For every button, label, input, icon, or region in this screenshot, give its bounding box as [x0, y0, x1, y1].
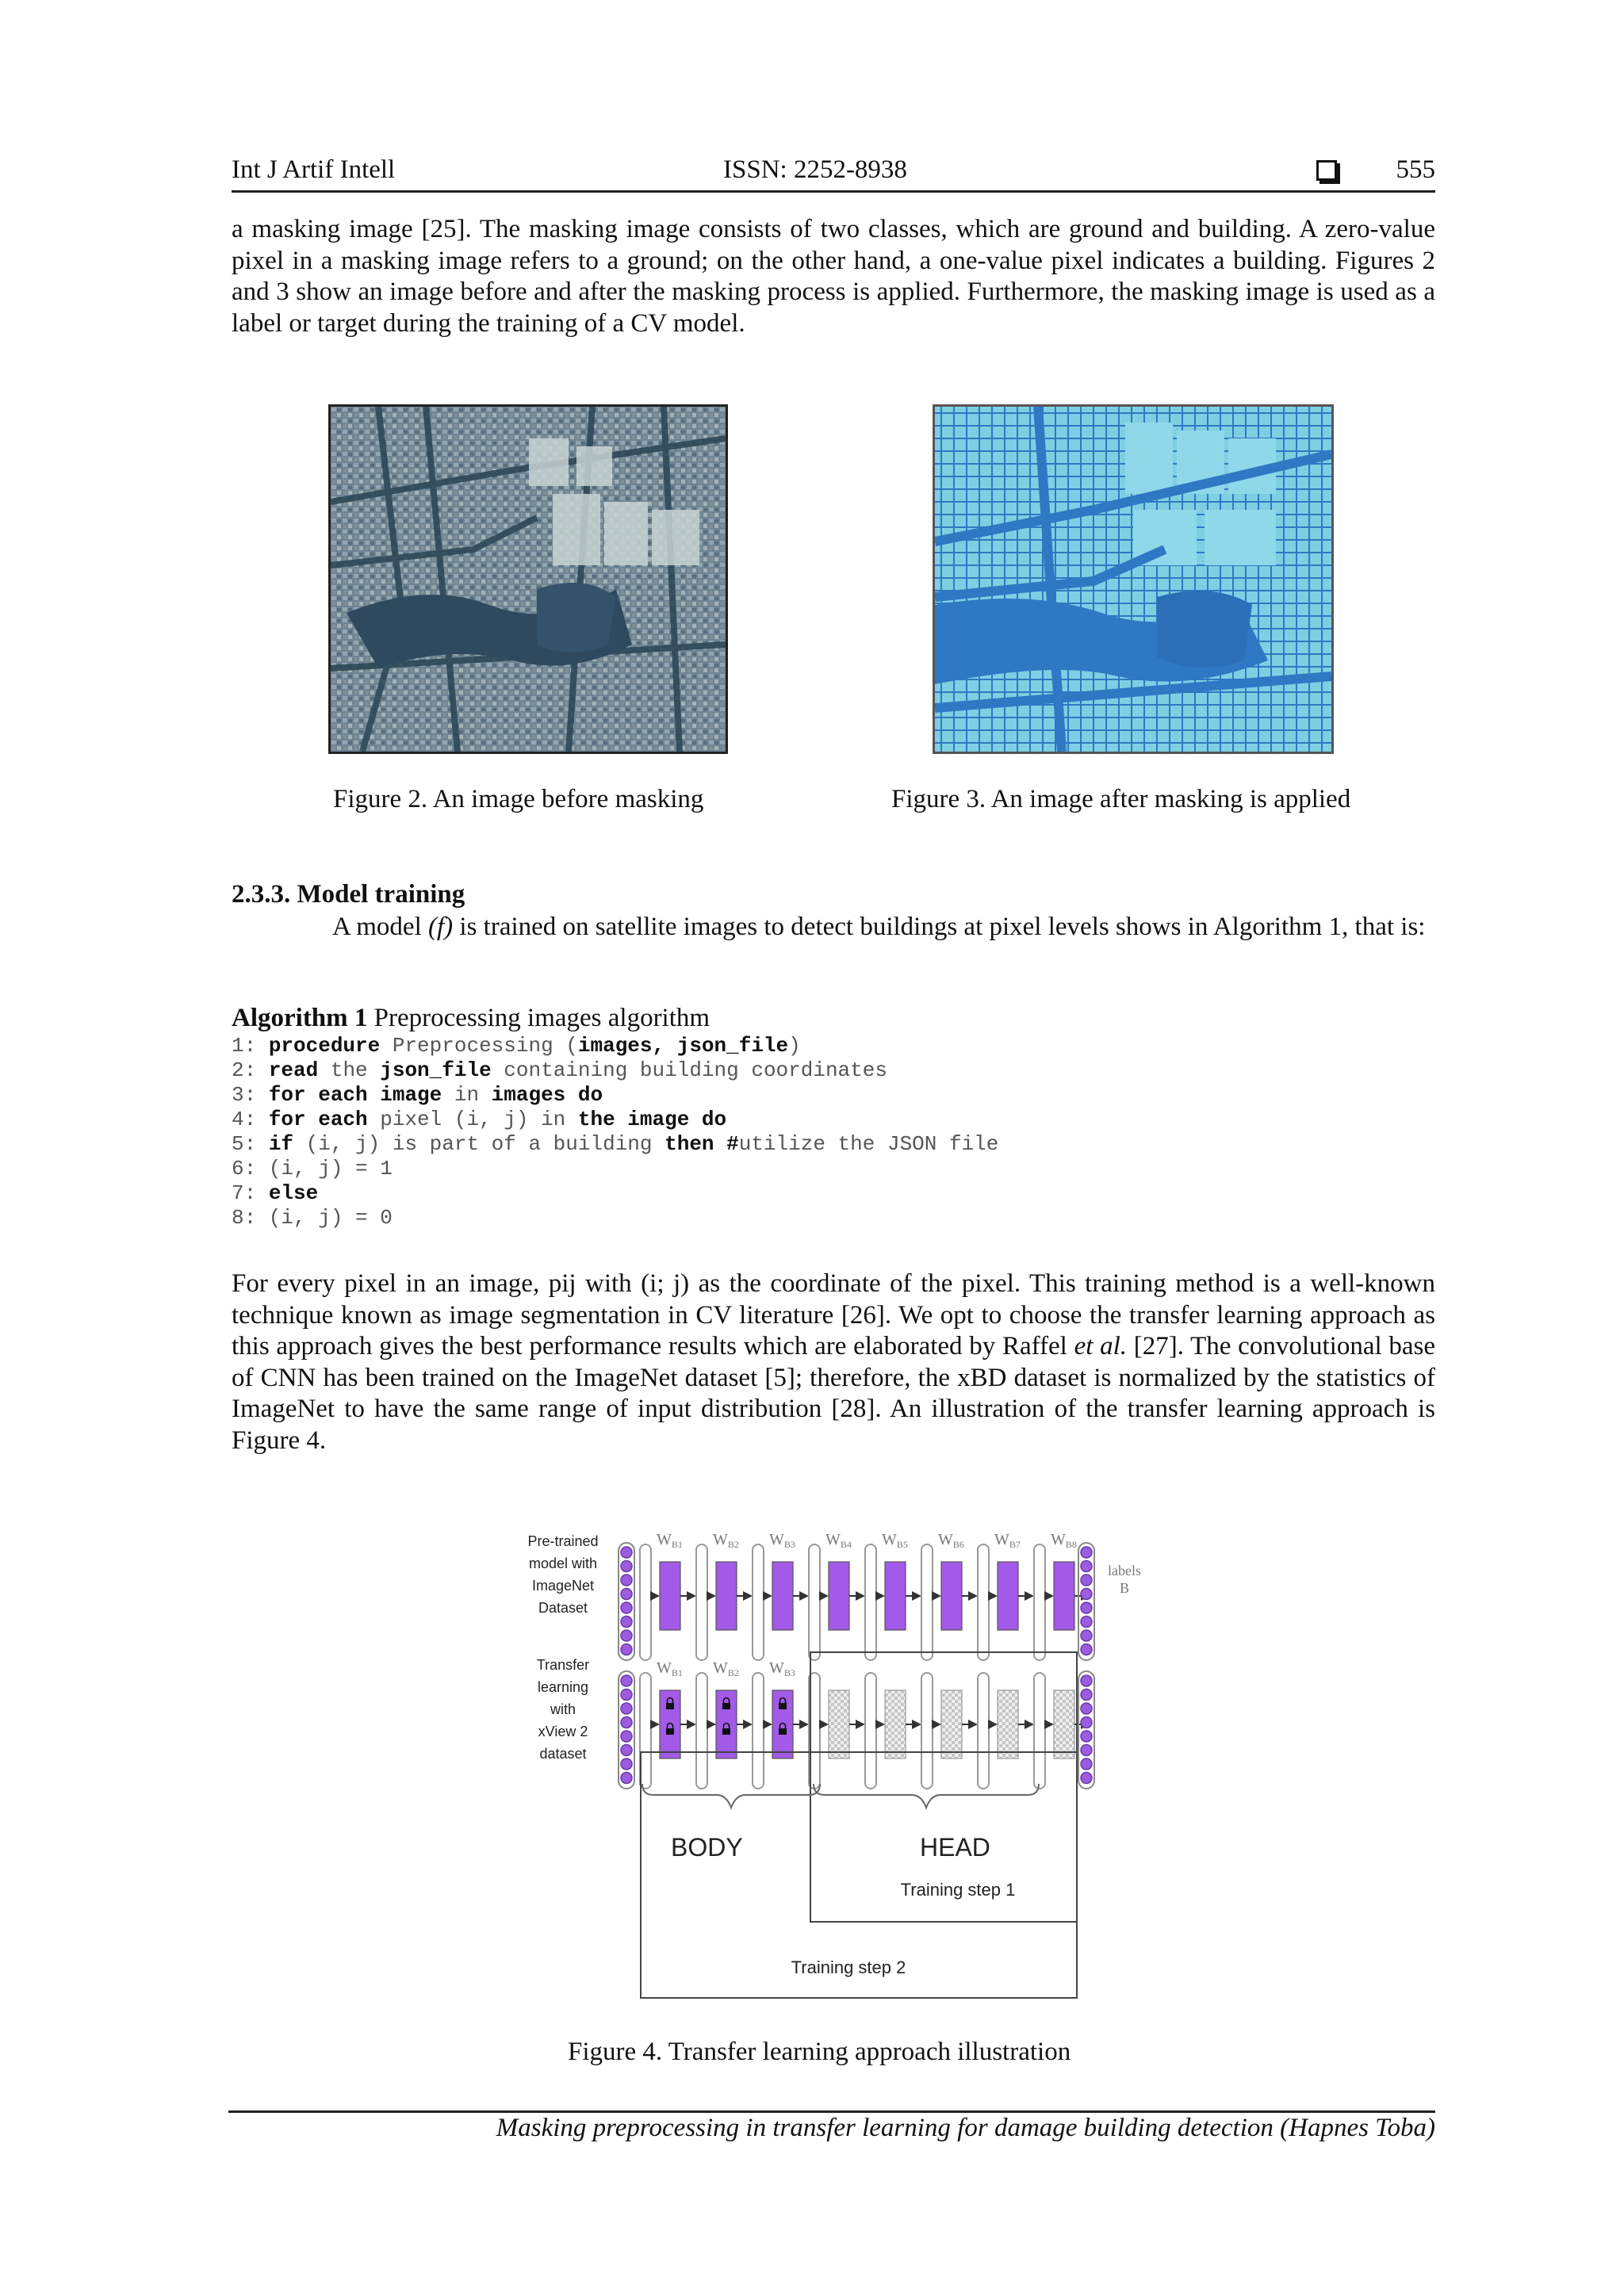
algorithm-text: (i, j) is part of a building	[293, 1132, 665, 1156]
lock-icon	[666, 1728, 674, 1735]
algorithm-keyword: for each	[268, 1108, 368, 1131]
algorithm-keyword: images do	[491, 1083, 603, 1107]
page-number: 555	[1396, 155, 1435, 184]
bottom-pill	[1034, 1673, 1045, 1789]
weight-subscript: B8	[1065, 1539, 1077, 1550]
bottom-pill	[753, 1673, 764, 1789]
figure-3-caption: Figure 3. An image after masking is applied	[891, 785, 1351, 813]
bottom-output-node	[1081, 1731, 1092, 1742]
figure-3-mask-image	[933, 404, 1334, 754]
labels-b: B	[1119, 1580, 1129, 1596]
top-input-node	[621, 1575, 632, 1586]
lock-icon	[722, 1703, 730, 1709]
body-label: BODY	[671, 1833, 743, 1862]
algorithm-text: in	[442, 1083, 492, 1107]
algorithm-text: 1:	[232, 1034, 269, 1058]
algorithm-line	[232, 1181, 998, 1206]
labels-text: labels	[1108, 1563, 1141, 1578]
bottom-pill	[640, 1673, 651, 1789]
bottom-input-node	[621, 1773, 632, 1784]
weight-subscript: B3	[783, 1539, 795, 1550]
bottom-input-node	[621, 1717, 632, 1728]
top-output-node	[1081, 1602, 1092, 1613]
top-weight-block	[998, 1562, 1018, 1630]
weight-symbol: W	[657, 1659, 672, 1677]
algorithm-line	[232, 1108, 998, 1132]
algorithm-keyword: then #	[665, 1132, 739, 1156]
training-step-2-label: Training step 2	[791, 1957, 906, 1977]
top-weight-block	[829, 1562, 849, 1630]
top-input-node	[621, 1589, 632, 1600]
weight-label	[938, 1531, 964, 1550]
body-brace	[642, 1784, 820, 1808]
algorithm-text: 3:	[232, 1083, 269, 1107]
running-header	[232, 155, 1435, 193]
top-pill	[753, 1544, 764, 1660]
weight-symbol: W	[938, 1531, 953, 1548]
top-weight-block	[660, 1562, 680, 1630]
lock-icon	[722, 1728, 730, 1735]
weight-symbol: W	[882, 1531, 897, 1548]
section-title: 2.3.3. Model training	[232, 880, 465, 909]
top-weight-block	[885, 1562, 906, 1630]
weight-subscript: B3	[783, 1667, 795, 1678]
body-paragraph-after: [27]. The convolutional base of CNN has been trained on the ImageNet dataset [5]; therefore, the xBD dataset is normalized by the statistics of ImageNet to have the same range of input distribution [28]. An illustration of the transfer learning approach is Figure 4.	[232, 1332, 1436, 1455]
top-output-node	[1081, 1561, 1092, 1572]
algorithm-keyword: procedure	[268, 1034, 381, 1058]
algorithm-text: pixel (i, j) in	[367, 1108, 578, 1131]
algorithm-name: Preprocessing images algorithm	[367, 1004, 710, 1032]
head-label: HEAD	[920, 1833, 990, 1862]
bottom-pill	[696, 1673, 707, 1789]
algorithm-line	[232, 1206, 998, 1230]
weight-label	[713, 1659, 739, 1678]
weight-subscript: B7	[1009, 1539, 1021, 1550]
issn: ISSN: 2252-8938	[723, 155, 907, 184]
top-output-node	[1081, 1644, 1092, 1655]
training-step-1-label: Training step 1	[900, 1880, 1016, 1900]
weight-label	[825, 1531, 852, 1550]
bottom-input-node	[621, 1731, 632, 1742]
top-output-node	[1081, 1575, 1092, 1586]
diagram-label-line: with	[550, 1701, 576, 1717]
bottom-output-node	[1081, 1758, 1092, 1770]
top-pill	[696, 1544, 707, 1660]
lock-icon	[666, 1703, 674, 1709]
weight-subscript: B4	[840, 1539, 852, 1550]
algorithm-text: 8: (i, j) = 0	[232, 1206, 393, 1230]
body-paragraph-italic: et al.	[1074, 1332, 1128, 1361]
top-input-node	[621, 1617, 632, 1628]
top-output-node	[1081, 1630, 1092, 1641]
algorithm-keyword: json_file	[380, 1058, 492, 1082]
section-intro-after: is trained on satellite images to detect buildings at pixel levels shows in Algorithm 1, that is:	[453, 913, 1426, 941]
top-weight-block	[941, 1562, 962, 1630]
weight-label	[657, 1659, 683, 1678]
bottom-output-node	[1081, 1717, 1092, 1728]
lock-icon	[779, 1728, 787, 1735]
weight-label	[994, 1531, 1021, 1550]
algorithm-keyword: if	[268, 1132, 294, 1156]
algorithm-text: 6: (i, j) = 1	[232, 1157, 393, 1181]
weight-subscript: B2	[727, 1539, 739, 1550]
diagram-label-line: learning	[537, 1679, 589, 1695]
figure-4-caption: Figure 4. Transfer learning approach illustration	[568, 2038, 1071, 2066]
algorithm-keyword: else	[268, 1181, 319, 1205]
top-weight-block	[1054, 1562, 1074, 1630]
weight-subscript: B5	[896, 1539, 908, 1550]
algorithm-label: Algorithm 1	[232, 1004, 368, 1032]
footer-rule	[228, 2110, 1435, 2113]
diagram-label-line: Pre-trained	[527, 1533, 599, 1549]
new-weight-block	[829, 1690, 849, 1758]
weight-symbol: W	[1051, 1531, 1066, 1548]
weight-label	[1051, 1531, 1077, 1550]
top-input-node	[621, 1630, 632, 1641]
algorithm-keyword: images, json_file	[577, 1034, 789, 1058]
diagram-label-line: model with	[528, 1556, 598, 1571]
model-symbol: (f)	[428, 913, 454, 941]
section-intro-paragraph	[232, 912, 1435, 943]
top-pill	[978, 1544, 989, 1660]
top-pill	[921, 1544, 933, 1660]
bottom-input-node	[621, 1675, 632, 1686]
square-bullet-icon	[1316, 160, 1337, 181]
top-output-node	[1081, 1617, 1092, 1628]
mask-image-graphic	[935, 407, 1331, 752]
algorithm-line	[232, 1083, 998, 1108]
new-weight-block	[1054, 1690, 1074, 1758]
algorithm-text: 5:	[232, 1132, 269, 1156]
algorithm-text: utilize the JSON file	[738, 1132, 999, 1156]
body-paragraph-before: For every pixel in an image, pij with (i; j) as the coordinate of the pixel. This training method is a well-known technique known as image segmentation in CV literature [26]. We opt to choose the transfer learning approach as this approach gives the best performance results which are elaborated by Raffel	[232, 1269, 1435, 1361]
frozen-weight-block	[716, 1690, 737, 1758]
bottom-pill	[865, 1673, 876, 1789]
new-weight-block	[941, 1690, 962, 1758]
weight-label	[769, 1659, 795, 1678]
algorithm-text: 4:	[232, 1108, 269, 1131]
diagram-label-line: ImageNet	[531, 1578, 595, 1594]
running-footer: Masking preprocessing in transfer learning for damage building detection (Hapnes Toba)	[496, 2114, 1435, 2142]
new-weight-block	[885, 1690, 906, 1758]
frozen-weight-block	[660, 1690, 680, 1758]
bottom-input-node	[621, 1689, 632, 1701]
diagram-label-line: Dataset	[538, 1600, 588, 1616]
figure-2-satellite-image	[328, 404, 728, 754]
weight-subscript: B1	[671, 1539, 683, 1550]
top-pill	[1034, 1544, 1045, 1660]
bottom-output-node	[1081, 1703, 1092, 1714]
top-input-node	[621, 1561, 632, 1572]
top-pill	[865, 1544, 876, 1660]
weight-symbol: W	[713, 1531, 728, 1548]
bottom-input-node	[621, 1745, 632, 1756]
figure-4-diagram	[508, 1506, 1158, 2014]
bottom-output-node	[1081, 1675, 1092, 1686]
body-paragraph	[232, 1269, 1435, 1457]
weight-subscript: B1	[671, 1667, 683, 1678]
figure-2-caption: Figure 2. An image before masking	[333, 785, 704, 813]
algorithm-text: containing building coordinates	[491, 1058, 887, 1082]
algorithm-keyword: for each image	[268, 1083, 442, 1107]
weight-symbol: W	[769, 1531, 784, 1548]
weight-subscript: B2	[727, 1667, 739, 1678]
bottom-input-node	[621, 1758, 632, 1770]
weight-symbol: W	[769, 1659, 784, 1677]
top-input-node	[621, 1547, 632, 1558]
weight-symbol: W	[657, 1531, 672, 1548]
lock-icon	[779, 1703, 787, 1709]
algorithm-code	[232, 1034, 998, 1230]
diagram-label-line: Transfer	[536, 1657, 590, 1673]
top-output-node	[1081, 1547, 1092, 1558]
satellite-image-graphic	[331, 407, 726, 752]
algorithm-line	[232, 1132, 998, 1157]
top-pill	[640, 1544, 651, 1660]
frozen-weight-block	[772, 1690, 793, 1758]
bottom-output-node	[1081, 1773, 1092, 1784]
algorithm-text: the	[318, 1058, 381, 1082]
weight-label	[882, 1531, 908, 1550]
algorithm-text: )	[788, 1034, 801, 1058]
weight-symbol: W	[825, 1531, 841, 1548]
algorithm-line	[232, 1157, 998, 1181]
intro-paragraph: a masking image [25]. The masking image consists of two classes, which are ground and building. A zero-value pixel in a masking image refers to a ground; on the other hand, a one-value pixel indicates a building. Figures 2 and 3 show an image before and after the masking process is applied. Furthermore, the masking image is used as a label or target during the training of a CV model.	[232, 215, 1435, 338]
section-intro-before: A model	[332, 913, 428, 941]
bottom-output-node	[1081, 1689, 1092, 1701]
top-weight-block	[772, 1562, 793, 1630]
journal-name: Int J Artif Intell	[232, 155, 396, 184]
top-pill	[809, 1544, 820, 1660]
new-weight-block	[998, 1690, 1018, 1758]
bottom-input-node	[621, 1703, 632, 1714]
top-input-node	[621, 1602, 632, 1613]
top-output-node	[1081, 1589, 1092, 1600]
top-weight-block	[716, 1562, 737, 1630]
bottom-output-node	[1081, 1745, 1092, 1756]
weight-label	[769, 1531, 795, 1550]
weight-label	[713, 1531, 739, 1550]
bottom-pill	[978, 1673, 989, 1789]
weight-subscript: B6	[952, 1539, 964, 1550]
algorithm-title	[232, 1004, 710, 1033]
transfer-learning-svg	[508, 1506, 1158, 2014]
algorithm-text: Preprocessing (	[380, 1034, 578, 1058]
top-input-node	[621, 1644, 632, 1655]
algorithm-keyword: the image do	[577, 1108, 727, 1131]
weight-symbol: W	[713, 1659, 728, 1677]
algorithm-text: 7:	[232, 1181, 269, 1205]
algorithm-keyword: read	[268, 1058, 319, 1082]
algorithm-line	[232, 1058, 998, 1083]
algorithm-line	[232, 1034, 998, 1058]
diagram-label-line: xView 2	[538, 1724, 588, 1739]
labels-b-text	[1101, 1562, 1148, 1597]
weight-symbol: W	[994, 1531, 1009, 1548]
algorithm-text: 2:	[232, 1058, 269, 1082]
diagram-label-line: dataset	[539, 1746, 587, 1762]
weight-label	[657, 1531, 683, 1550]
bottom-pill	[921, 1673, 933, 1789]
